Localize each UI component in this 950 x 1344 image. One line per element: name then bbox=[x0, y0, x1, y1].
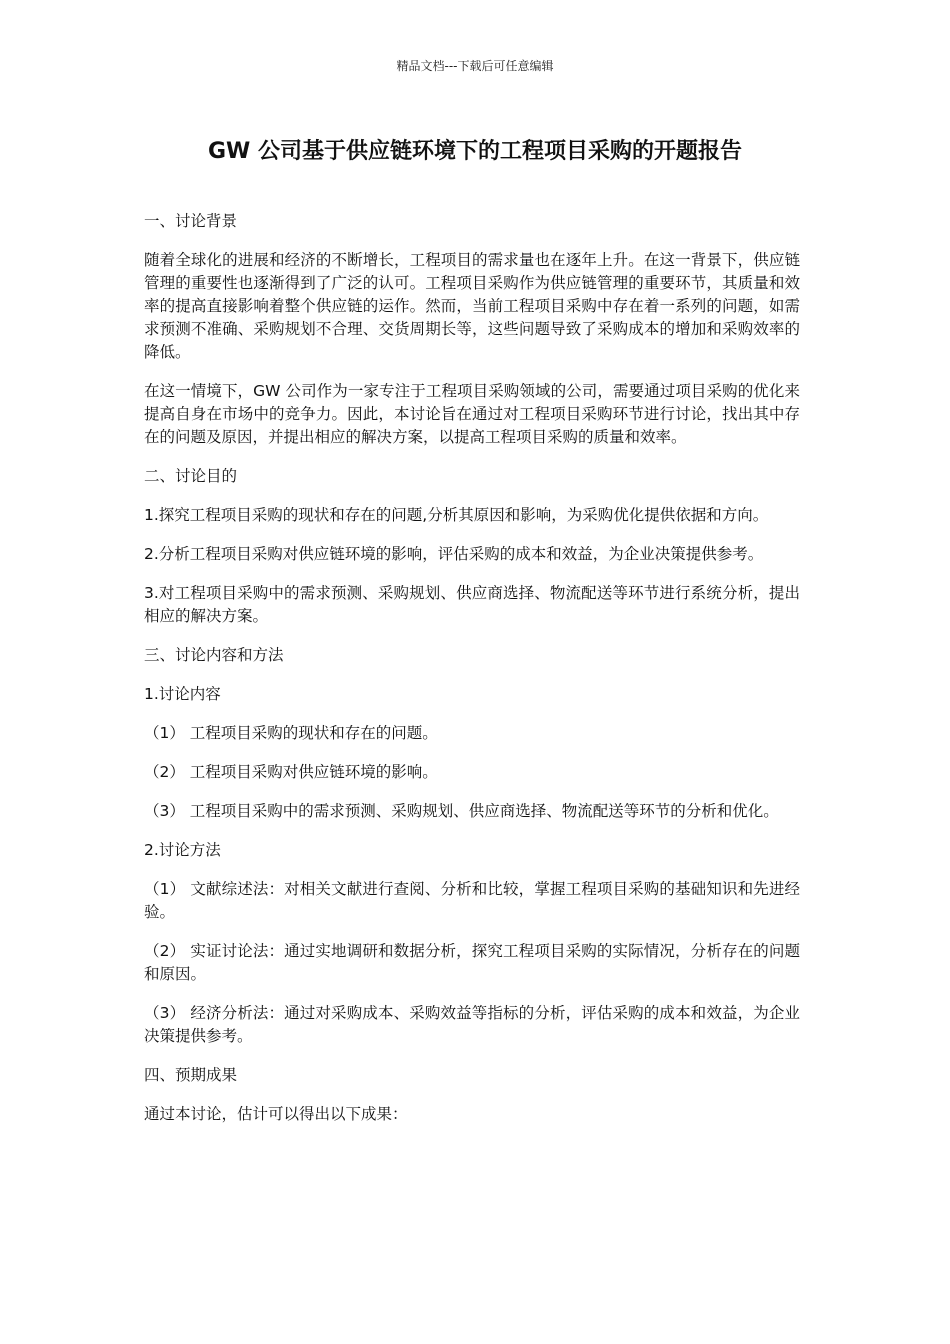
purpose-item: 1.探究工程项目采购的现状和存在的问题,分析其原因和影响，为采购优化提供依据和方向。 bbox=[144, 506, 769, 524]
document-body bbox=[144, 210, 800, 1142]
content-item: （3） 工程项目采购中的需求预测、采购规划、供应商选择、物流配送等环节的分析和优化。 bbox=[144, 802, 779, 820]
document-title: GW 公司基于供应链环境下的工程项目采购的开题报告 bbox=[208, 139, 742, 164]
content-item: （2） 工程项目采购对供应链环境的影响。 bbox=[144, 763, 438, 781]
purpose-item: 3.对工程项目采购中的需求预测、采购规划、供应商选择、物流配送等环节进行系统分析，提出相应的解决方案。 bbox=[144, 584, 800, 625]
background-paragraph-1: 随着全球化的进展和经济的不断增长，工程项目的需求量也在逐年上升。在这一背景下，供应链管理的重要性也逐渐得到了广泛的认可。工程项目采购作为供应链管理的重要环节，其质量和效率的提高直接影响着整个供应链的运作。然而，当前工程项目采购中存在着一系列的问题，如需求预测不准确、采购规划不合理、交货周期长等，这些问题导致了采购成本的增加和采购效率的降低。 bbox=[144, 251, 800, 361]
subheading-method: 2.讨论方法 bbox=[144, 841, 221, 859]
subheading-content: 1.讨论内容 bbox=[144, 685, 221, 703]
content-item: （1） 工程项目采购的现状和存在的问题。 bbox=[144, 724, 438, 742]
header-note: 精品文档---下载后可任意编辑 bbox=[396, 59, 554, 73]
method-item: （1） 文献综述法：对相关文献进行查阅、分析和比较，掌握工程项目采购的基础知识和先进经验。 bbox=[144, 880, 800, 921]
section-heading-content-method: 三、讨论内容和方法 bbox=[144, 646, 284, 664]
method-item: （3） 经济分析法：通过对采购成本、采购效益等指标的分析，评估采购的成本和效益，为企业决策提供参考。 bbox=[144, 1004, 800, 1045]
purpose-item: 2.分析工程项目采购对供应链环境的影响，评估采购的成本和效益，为企业决策提供参考。 bbox=[144, 545, 764, 563]
section-heading-expected: 四、预期成果 bbox=[144, 1066, 238, 1084]
section-heading-purpose: 二、讨论目的 bbox=[144, 467, 238, 485]
background-paragraph-2: 在这一情境下，GW 公司作为一家专注于工程项目采购领域的公司，需要通过项目采购的优化来提高自身在市场中的竞争力。因此，本讨论旨在通过对工程项目采购环节进行讨论，找出其中存在的问题及原因，并提出相应的解决方案，以提高工程项目采购的质量和效率。 bbox=[144, 382, 800, 446]
method-item: （2） 实证讨论法：通过实地调研和数据分析，探究工程项目采购的实际情况，分析存在的问题和原因。 bbox=[144, 942, 800, 983]
expected-intro: 通过本讨论，估计可以得出以下成果： bbox=[144, 1105, 408, 1123]
section-heading-background: 一、讨论背景 bbox=[144, 212, 238, 230]
